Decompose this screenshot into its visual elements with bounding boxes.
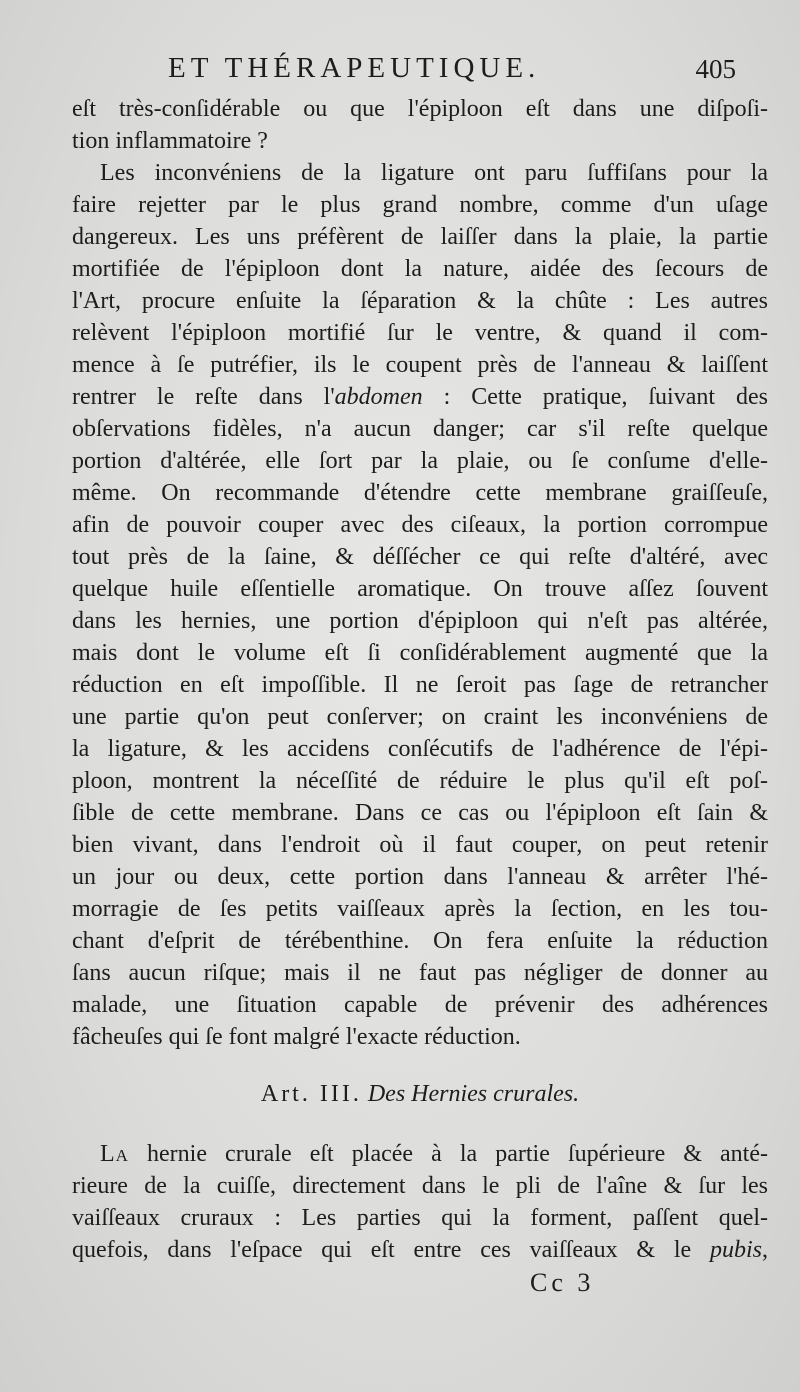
- text-line: tout près de la ſaine, & déſſécher ce qui reſte d'altéré, avec: [72, 544, 768, 570]
- text-line: [72, 1138, 768, 1170]
- article-number: Art. III.: [260, 1081, 362, 1107]
- text-line: quelque huile eſſentielle aromatique. On trouve aſſez ſouvent: [72, 576, 768, 602]
- text-line: mortifiée de l'épiploon dont la nature, aidée des ſecours de: [72, 256, 768, 282]
- paragraph-continuation: [72, 93, 768, 157]
- text-segment: ,: [762, 1237, 768, 1263]
- text-line: bien vivant, dans l'endroit où il faut couper, on peut retenir: [72, 832, 768, 858]
- text-line: la ligature, & les accidens conſécutifs de l'adhérence de l'épi-: [72, 736, 768, 762]
- text-line: dangereux. Les uns préfèrent de laiſſer dans la plaie, la partie: [72, 224, 768, 250]
- text-line: [72, 1234, 768, 1266]
- drop-cap-word: La: [100, 1141, 129, 1167]
- paragraph-crural-hernia: [72, 1138, 768, 1266]
- text-line: eſt très-conſidérable ou que l'épiploon eſt dans une diſpoſi-: [72, 96, 768, 122]
- text-line: [72, 381, 768, 413]
- text-segment: rentrer le reſte dans l': [72, 384, 335, 410]
- section-title: Des Hernies crurales.: [367, 1081, 580, 1107]
- text-segment: hernie crurale eſt placée à la partie ſupérieure & anté-: [128, 1141, 768, 1167]
- text-line: malade, une ſituation capable de prévenir des adhérences: [72, 992, 768, 1018]
- text-line: ploon, montrent la néceſſité de réduire le plus qu'il eſt poſ-: [72, 768, 768, 794]
- text-line: dans les hernies, une portion d'épiploon qui n'eſt pas altérée,: [72, 608, 768, 634]
- text-line: même. On recommande d'étendre cette membrane graiſſeuſe,: [72, 480, 768, 506]
- text-line: faire rejetter par le plus grand nombre, comme d'un uſage: [72, 192, 768, 218]
- italic-term: abdomen: [334, 384, 423, 410]
- text-line: rieure de la cuiſſe, directement dans le pli de l'aîne & ſur les: [72, 1173, 768, 1199]
- text-line: ſible de cette membrane. Dans ce cas ou l'épiploon eſt ſain &: [72, 800, 768, 826]
- running-title: ET THÉRAPEUTIQUE.: [168, 52, 541, 84]
- text-line: mais dont le volume eſt ſi conſidérablement augmenté que la: [72, 640, 768, 666]
- main-text: [72, 93, 768, 1053]
- text-segment: quefois, dans l'eſpace qui eſt entre ces vaiſſeaux & le: [72, 1237, 710, 1263]
- signature-mark: Cc 3: [530, 1268, 595, 1297]
- text-line: afin de pouvoir couper avec des ciſeaux, la portion corrompue: [72, 512, 768, 538]
- text-line: vaiſſeaux cruraux : Les parties qui la forment, paſſent quel-: [72, 1205, 768, 1231]
- italic-term: pubis: [709, 1237, 762, 1263]
- page-number: 405: [695, 54, 736, 84]
- text-line: mence à ſe putréfier, ils le coupent près de l'anneau & laiſſent: [72, 352, 768, 378]
- text-line: Les inconvéniens de la ligature ont paru ſuffiſans pour la: [100, 160, 768, 186]
- text-line: réduction en eſt impoſſible. Il ne ſeroit pas ſage de retrancher: [72, 672, 768, 698]
- text-line: relèvent l'épiploon mortifié ſur le ventre, & quand il com-: [72, 320, 768, 346]
- text-segment: : Cette pratique, ſuivant des: [422, 384, 768, 410]
- text-line: ſans aucun riſque; mais il ne faut pas négliger de donner au: [72, 960, 768, 986]
- text-line: obſervations fidèles, n'a aucun danger; car s'il reſte quelque: [72, 416, 768, 442]
- text-line: une partie qu'on peut conſerver; on craint les inconvéniens de: [72, 704, 768, 730]
- text-line: portion d'altérée, elle ſort par la plaie, ou ſe conſume d'elle-: [72, 448, 768, 474]
- text-line: un jour ou deux, cette portion dans l'anneau & arrêter l'hé-: [72, 864, 768, 890]
- text-line: fâcheuſes qui ſe font malgré l'exacte réduction.: [72, 1024, 521, 1050]
- section-heading: [72, 1078, 768, 1110]
- text-line: morragie de ſes petits vaiſſeaux après la ſection, en les tou-: [72, 896, 768, 922]
- text-line: tion inflammatoire ?: [72, 128, 268, 154]
- text-line: chant d'eſprit de térébenthine. On fera enſuite la réduction: [72, 928, 768, 954]
- running-head: [168, 52, 768, 92]
- text-line: l'Art, procure enſuite la ſéparation & la chûte : Les autres: [72, 288, 768, 314]
- paragraph-ligature: [72, 157, 768, 1053]
